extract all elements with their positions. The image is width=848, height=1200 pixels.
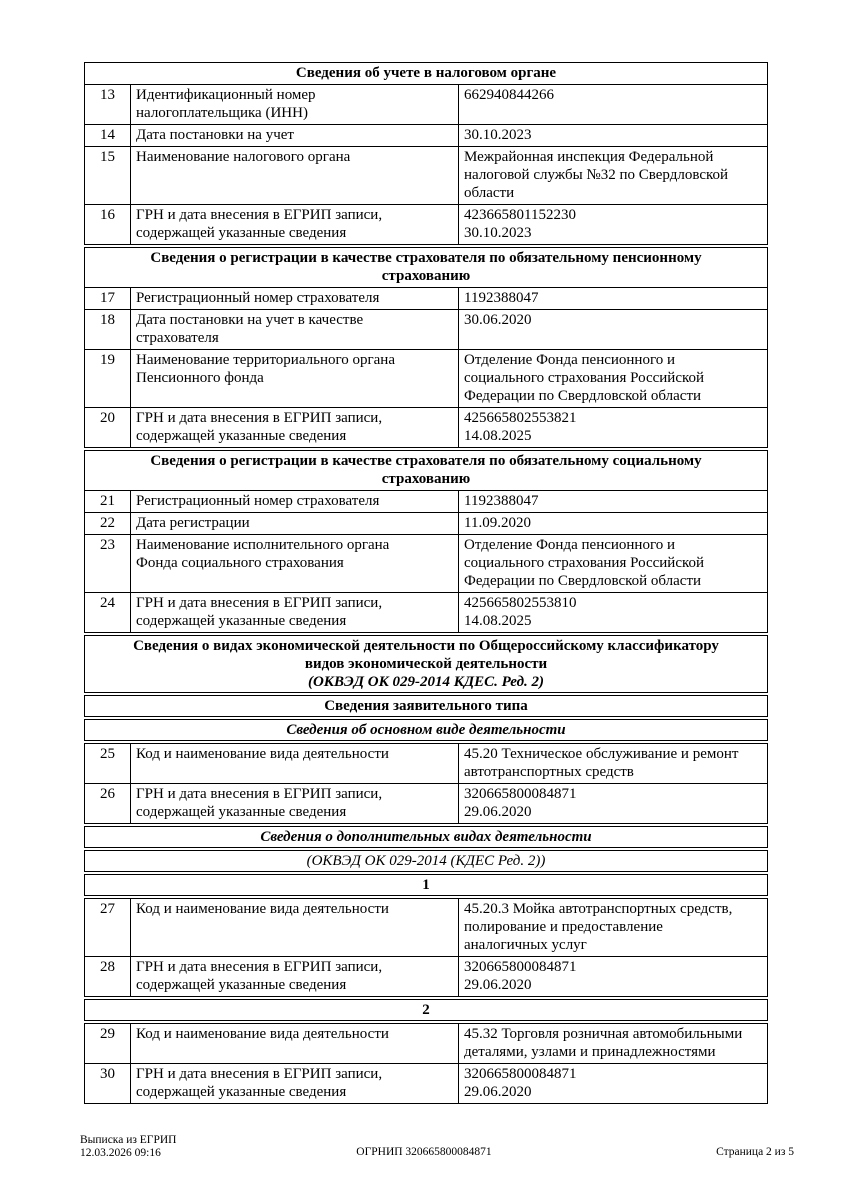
text-line: Отделение Фонда пенсионного и bbox=[464, 537, 676, 553]
row-value bbox=[459, 744, 767, 783]
table-activity-2 bbox=[84, 1023, 768, 1104]
text-line: 662940844266 bbox=[464, 87, 554, 103]
row-label bbox=[131, 593, 459, 632]
row-number: 14 bbox=[85, 125, 131, 146]
text-line: 1 bbox=[422, 877, 430, 893]
text-line: 14.08.2025 bbox=[464, 613, 532, 629]
row-value bbox=[459, 85, 767, 124]
footer-ogrnip: ОГРНИП 320665800084871 bbox=[356, 1146, 492, 1158]
row-value bbox=[459, 1064, 767, 1103]
text-line: Дата постановки на учет bbox=[136, 127, 294, 143]
row-number: 28 bbox=[85, 957, 131, 996]
text-line: 30.10.2023 bbox=[464, 225, 532, 241]
row-label bbox=[131, 1064, 459, 1103]
table-row bbox=[85, 899, 767, 956]
text-line: видов экономической деятельности bbox=[304, 656, 548, 672]
section-declarative-type-header bbox=[84, 695, 768, 717]
table-row bbox=[85, 349, 767, 407]
row-label bbox=[131, 1024, 459, 1063]
row-value bbox=[459, 593, 767, 632]
text-line: 320665800084871 bbox=[464, 786, 577, 802]
section-activity-1-header bbox=[84, 874, 768, 896]
text-line: 320665800084871 bbox=[464, 1066, 577, 1082]
text-line: 425665802553821 bbox=[464, 410, 577, 426]
text-line: ГРН и дата внесения в ЕГРИП записи, bbox=[136, 959, 383, 975]
text-line: 30.06.2020 bbox=[464, 312, 532, 328]
row-label bbox=[131, 744, 459, 783]
row-number: 26 bbox=[85, 784, 131, 823]
section-additional-activities-header bbox=[84, 826, 768, 848]
footer-datetime: 12.03.2026 09:16 bbox=[80, 1146, 161, 1159]
row-number: 27 bbox=[85, 899, 131, 956]
text-line: ГРН и дата внесения в ЕГРИП записи, bbox=[136, 1066, 383, 1082]
row-label bbox=[131, 408, 459, 447]
footer-page-number: Страница 2 из 5 bbox=[716, 1146, 794, 1158]
text-line: 29.06.2020 bbox=[464, 1084, 532, 1100]
row-label bbox=[131, 205, 459, 244]
text-line: Код и наименование вида деятельности bbox=[136, 746, 389, 762]
table-row bbox=[85, 287, 767, 309]
text-line: социального страхования Российской bbox=[464, 370, 705, 386]
table-row bbox=[85, 407, 767, 447]
row-label bbox=[131, 899, 459, 956]
text-line: социального страхования Российской bbox=[464, 555, 705, 571]
text-line: содержащей указанные сведения bbox=[136, 804, 347, 820]
table-row bbox=[85, 592, 767, 632]
row-value bbox=[459, 784, 767, 823]
row-value bbox=[459, 513, 767, 534]
table-row bbox=[85, 512, 767, 534]
text-line: 1192388047 bbox=[464, 493, 539, 509]
text-line: (ОКВЭД ОК 029-2014 КДЕС. Ред. 2) bbox=[307, 674, 545, 690]
footer-doc-type: Выписка из ЕГРИП bbox=[80, 1134, 177, 1146]
text-line: 14.08.2025 bbox=[464, 428, 532, 444]
text-line: Сведения об учете в налоговом органе bbox=[295, 65, 557, 81]
text-line: 425665802553810 bbox=[464, 595, 577, 611]
table-row bbox=[85, 490, 767, 512]
text-line: Наименование налогового органа bbox=[136, 149, 351, 165]
text-line: страхованию bbox=[381, 268, 471, 284]
text-line: Код и наименование вида деятельности bbox=[136, 901, 389, 917]
text-line: 45.20.3 Мойка автотранспортных средств, bbox=[464, 901, 733, 917]
row-number: 16 bbox=[85, 205, 131, 244]
section-tax-account bbox=[84, 62, 768, 245]
text-line: Дата постановки на учет в качестве bbox=[136, 312, 364, 328]
text-line: Регистрационный номер страхователя bbox=[136, 290, 380, 306]
table-main-activity bbox=[84, 743, 768, 824]
table-row bbox=[85, 1024, 767, 1063]
egrip-extract-tables bbox=[84, 62, 768, 1104]
row-value bbox=[459, 1024, 767, 1063]
section-activity-2-header bbox=[84, 999, 768, 1021]
row-number: 18 bbox=[85, 310, 131, 349]
text-line: страхованию bbox=[381, 471, 471, 487]
row-value bbox=[459, 408, 767, 447]
row-number: 24 bbox=[85, 593, 131, 632]
row-label bbox=[131, 310, 459, 349]
text-line: содержащей указанные сведения bbox=[136, 1084, 347, 1100]
row-number: 25 bbox=[85, 744, 131, 783]
row-number: 20 bbox=[85, 408, 131, 447]
text-line: ГРН и дата внесения в ЕГРИП записи, bbox=[136, 786, 383, 802]
text-line: содержащей указанные сведения bbox=[136, 977, 347, 993]
text-line: 45.32 Торговля розничная автомобильными bbox=[464, 1026, 743, 1042]
text-line: Дата регистрации bbox=[136, 515, 250, 531]
text-line: Идентификационный номер bbox=[136, 87, 316, 103]
row-label bbox=[131, 85, 459, 124]
section-pension-insurance bbox=[84, 247, 768, 448]
row-value bbox=[459, 899, 767, 956]
row-number: 15 bbox=[85, 147, 131, 204]
table-row bbox=[85, 783, 767, 823]
text-line: ГРН и дата внесения в ЕГРИП записи, bbox=[136, 207, 383, 223]
table-row bbox=[85, 744, 767, 783]
row-label bbox=[131, 513, 459, 534]
table-row bbox=[85, 84, 767, 124]
row-number: 19 bbox=[85, 350, 131, 407]
text-line: (ОКВЭД ОК 029-2014 (КДЕС Ред. 2)) bbox=[306, 853, 546, 869]
row-value bbox=[459, 288, 767, 309]
text-line: аналогичных услуг bbox=[464, 937, 587, 953]
row-label bbox=[131, 125, 459, 146]
section-title bbox=[85, 248, 767, 287]
row-value bbox=[459, 205, 767, 244]
row-value bbox=[459, 125, 767, 146]
section-okved-classifier-header bbox=[84, 635, 768, 693]
row-label bbox=[131, 491, 459, 512]
text-line: ГРН и дата внесения в ЕГРИП записи, bbox=[136, 410, 383, 426]
text-line: налогоплательщика (ИНН) bbox=[136, 105, 308, 121]
row-number: 13 bbox=[85, 85, 131, 124]
section-main-activity-header bbox=[84, 719, 768, 741]
table-row bbox=[85, 1063, 767, 1103]
text-line: страхователя bbox=[136, 330, 219, 346]
text-line: 30.10.2023 bbox=[464, 127, 532, 143]
section-title bbox=[85, 63, 767, 84]
row-label bbox=[131, 350, 459, 407]
text-line: полирование и предоставление bbox=[464, 919, 663, 935]
text-line: 11.09.2020 bbox=[464, 515, 531, 531]
text-line: Сведения об основном виде деятельности bbox=[286, 722, 566, 738]
text-line: 29.06.2020 bbox=[464, 804, 532, 820]
row-value bbox=[459, 535, 767, 592]
text-line: 45.20 Техническое обслуживание и ремонт bbox=[464, 746, 739, 762]
text-line: Сведения о регистрации в качестве страхователя по обязательному социальному bbox=[150, 453, 702, 469]
text-line: 320665800084871 bbox=[464, 959, 577, 975]
section-okved-edition-header bbox=[84, 850, 768, 872]
text-line: Отделение Фонда пенсионного и bbox=[464, 352, 676, 368]
text-line: 1192388047 bbox=[464, 290, 539, 306]
row-number: 22 bbox=[85, 513, 131, 534]
text-line: Код и наименование вида деятельности bbox=[136, 1026, 389, 1042]
text-line: Межрайонная инспекция Федеральной bbox=[464, 149, 714, 165]
table-row bbox=[85, 146, 767, 204]
row-number: 29 bbox=[85, 1024, 131, 1063]
text-line: налоговой службы №32 по Свердловской bbox=[464, 167, 729, 183]
row-value bbox=[459, 491, 767, 512]
row-value bbox=[459, 147, 767, 204]
text-line: Наименование исполнительного органа bbox=[136, 537, 390, 553]
row-number: 17 bbox=[85, 288, 131, 309]
text-line: Сведения заявительного типа bbox=[324, 698, 528, 714]
section-social-insurance bbox=[84, 450, 768, 633]
row-number: 23 bbox=[85, 535, 131, 592]
text-line: содержащей указанные сведения bbox=[136, 225, 347, 241]
text-line: содержащей указанные сведения bbox=[136, 428, 347, 444]
row-value bbox=[459, 957, 767, 996]
table-row bbox=[85, 204, 767, 244]
text-line: Пенсионного фонда bbox=[136, 370, 264, 386]
text-line: Фонда социального страхования bbox=[136, 555, 344, 571]
text-line: Федерации по Свердловской области bbox=[464, 388, 702, 404]
table-row bbox=[85, 534, 767, 592]
row-label bbox=[131, 288, 459, 309]
text-line: 29.06.2020 bbox=[464, 977, 532, 993]
text-line: Сведения о регистрации в качестве страхователя по обязательному пенсионному bbox=[150, 250, 702, 266]
text-line: Регистрационный номер страхователя bbox=[136, 493, 380, 509]
row-number: 30 bbox=[85, 1064, 131, 1103]
text-line: ГРН и дата внесения в ЕГРИП записи, bbox=[136, 595, 383, 611]
table-activity-1 bbox=[84, 898, 768, 997]
text-line: 423665801152230 bbox=[464, 207, 576, 223]
table-row bbox=[85, 309, 767, 349]
row-value bbox=[459, 310, 767, 349]
row-label bbox=[131, 147, 459, 204]
table-row bbox=[85, 124, 767, 146]
text-line: Сведения о дополнительных видах деятельности bbox=[260, 829, 592, 845]
row-label bbox=[131, 957, 459, 996]
text-line: деталями, узлами и принадлежностями bbox=[464, 1044, 716, 1060]
text-line: содержащей указанные сведения bbox=[136, 613, 347, 629]
row-label bbox=[131, 535, 459, 592]
row-label bbox=[131, 784, 459, 823]
text-line: Сведения о видах экономической деятельности по Общероссийскому классификатору bbox=[133, 638, 719, 654]
text-line: области bbox=[464, 185, 515, 201]
row-number: 21 bbox=[85, 491, 131, 512]
text-line: 2 bbox=[422, 1002, 430, 1018]
section-title bbox=[85, 451, 767, 490]
text-line: Наименование территориального органа bbox=[136, 352, 395, 368]
text-line: автотранспортных средств bbox=[464, 764, 634, 780]
table-row bbox=[85, 956, 767, 996]
text-line: Федерации по Свердловской области bbox=[464, 573, 702, 589]
row-value bbox=[459, 350, 767, 407]
